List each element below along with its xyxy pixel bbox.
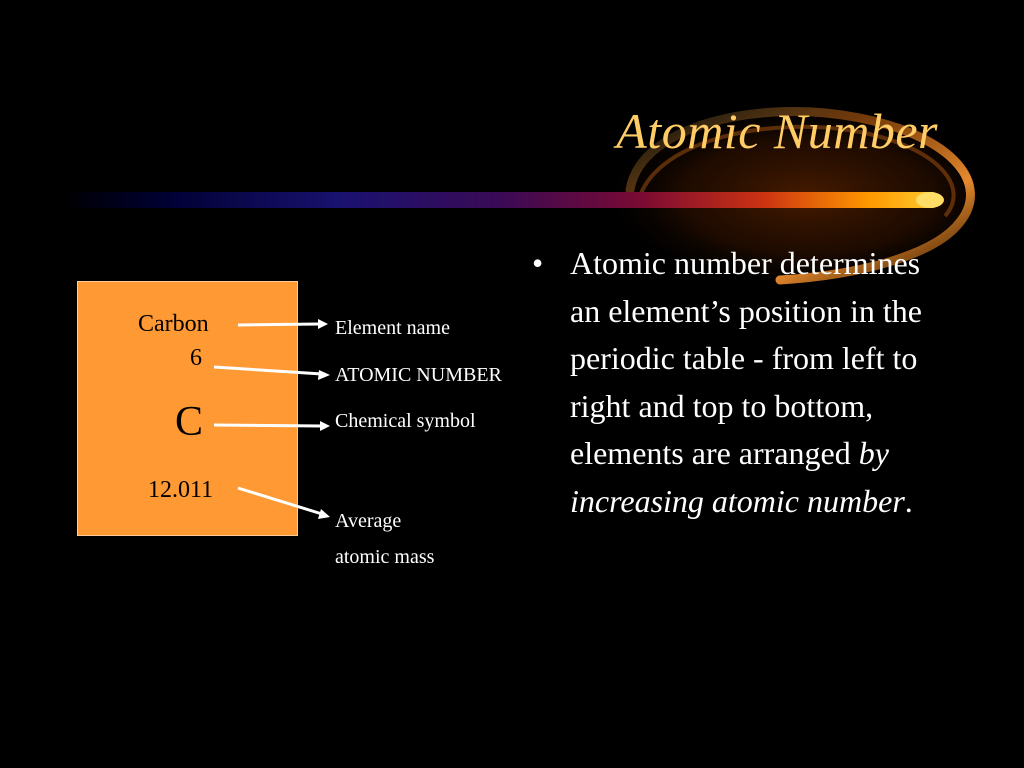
bullet-point (532, 240, 932, 525)
card-atomic-mass: 12.011 (148, 477, 214, 503)
slide-title: Atomic Number (616, 103, 938, 159)
arrow-atomic-mass (238, 488, 322, 514)
bullet-text-end: . (904, 482, 913, 519)
bullet-marker: • (532, 245, 544, 281)
label-element-name: Element name (335, 317, 450, 339)
label-chemical-symbol: Chemical symbol (335, 410, 476, 432)
label-atomic-number: ATOMIC NUMBER (335, 364, 502, 386)
arrowhead-element-name (318, 319, 328, 329)
arrow-chemical-symbol (214, 425, 322, 426)
bullet-text-plain: Atomic number determines an element’s position in the periodic table - from left to right and top to bottom, elements are arranged (570, 245, 922, 471)
card-atomic-number: 6 (190, 345, 202, 371)
card-chemical-symbol: C (175, 399, 204, 445)
label-atomic-mass-line1: Average (335, 510, 402, 532)
arrowhead-chemical-symbol (320, 421, 330, 431)
label-atomic-mass (335, 503, 434, 575)
arrowhead-atomic-number (318, 370, 330, 380)
bullet-text-emphasis: by increasing atomic number (570, 435, 905, 519)
arrowhead-atomic-mass (318, 509, 330, 519)
arrow-atomic-number (214, 367, 322, 374)
bullet-text (570, 240, 932, 525)
label-atomic-mass-line2: atomic mass (335, 546, 435, 568)
card-element-name: Carbon (138, 311, 209, 337)
arrow-element-name (238, 324, 320, 325)
